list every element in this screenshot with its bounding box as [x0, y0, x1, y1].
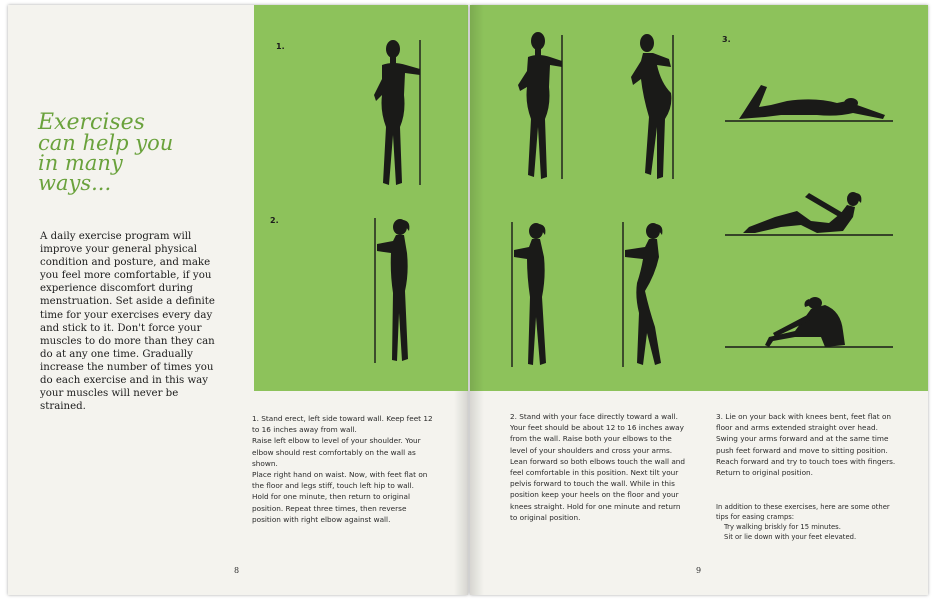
- headline-line: in many: [38, 151, 123, 175]
- standing-silhouette: [374, 40, 420, 185]
- exercise-2-caption: [510, 411, 688, 523]
- elbows-to-wall-silhouette: [514, 223, 546, 365]
- sit-up-silhouette: [743, 192, 861, 233]
- page-number-left: 8: [234, 566, 240, 575]
- exercise-1-standing-figure-b: [510, 27, 590, 187]
- page-number-right: 9: [696, 566, 702, 575]
- exercise-3-reach-toes-figure: [725, 293, 895, 353]
- exercise-3-caption: [716, 411, 896, 478]
- exercise-1-standing-figure: [358, 35, 438, 195]
- exercise-3-lying-figure: [725, 75, 895, 135]
- hip-to-wall-silhouette: [631, 34, 671, 179]
- caption-paragraph: Raise left elbow to level of your shoulder. Your elbow should rest comfortably on the wall as shown.: [252, 436, 421, 468]
- lying-silhouette: [739, 85, 885, 119]
- exercise-2-elbows-to-wall-figure: [500, 217, 570, 377]
- right-page: [470, 5, 928, 595]
- tip-item: Sit or lie down with your feet elevated.: [724, 533, 857, 541]
- standing-silhouette: [518, 32, 562, 179]
- exercise-1-caption: [252, 413, 434, 525]
- pelvis-forward-silhouette: [625, 223, 662, 365]
- cramp-tips: [716, 502, 900, 542]
- figure-label-1: 1.: [276, 42, 285, 51]
- tips-intro: In addition to these exercises, here are some other tips for easing cramps:: [716, 503, 890, 521]
- caption-paragraph: 3. Lie on your back with knees bent, feet flat on floor and arms extended straight over head. Swing your arms forward and at the same time push feet forward and move to sitting position. Reach forward and try to touch toes with fingers. Return to original position.: [716, 412, 896, 478]
- exercise-2-facing-wall-figure: [363, 213, 433, 373]
- left-page: [8, 5, 468, 595]
- exercise-3-sit-up-figure: [725, 183, 895, 243]
- headline-line: can help you: [38, 131, 174, 155]
- reach-toes-silhouette: [765, 297, 845, 347]
- caption-paragraph: Hold for one minute, then return to original position. Repeat three times, then reverse position with right elbow against wall.: [252, 492, 411, 524]
- caption-paragraph: Place right hand on waist. Now, with feet flat on the floor and legs stiff, touch left hip to wall.: [252, 470, 428, 491]
- figure-label-3: 3.: [722, 35, 731, 44]
- tip-item: Try walking briskly for 15 minutes.: [724, 523, 841, 531]
- headline-line: ways...: [38, 171, 112, 195]
- caption-paragraph: 2. Stand with your face directly toward a wall. Your feet should be about 12 to 16 inches away from the wall. Raise both your elbows to the level of your shoulders and cross your arms. Lean forward so both elbows touch the wall and feel comfortable in this position. Next tilt your pelvis forward to touch the wall. While in this position keep your heels on the floor and your knees straight. Hold for one minute and return to original position.: [510, 412, 686, 522]
- facing-wall-silhouette: [377, 219, 409, 361]
- headline: [38, 110, 238, 195]
- exercise-1-hip-to-wall-figure: [625, 27, 695, 187]
- intro-paragraph: A daily exercise program will improve your general physical condition and posture, and make you feel more comfortable, if you experience discomfort during menstruation. Set aside a definite time for your exercises every day and stick to it. Don't force your muscles to do more than they can do at any one time. Gradually increase the number of times you do each exercise and in this way your muscles will never be strained.: [40, 231, 215, 413]
- figure-label-2: 2.: [270, 216, 279, 225]
- exercise-2-pelvis-forward-figure: [615, 217, 685, 377]
- headline-line: Exercises: [38, 110, 145, 135]
- caption-paragraph: 1. Stand erect, left side toward wall. Keep feet 12 to 16 inches away from wall.: [252, 414, 433, 435]
- right-page-gutter-shadow: [470, 5, 484, 595]
